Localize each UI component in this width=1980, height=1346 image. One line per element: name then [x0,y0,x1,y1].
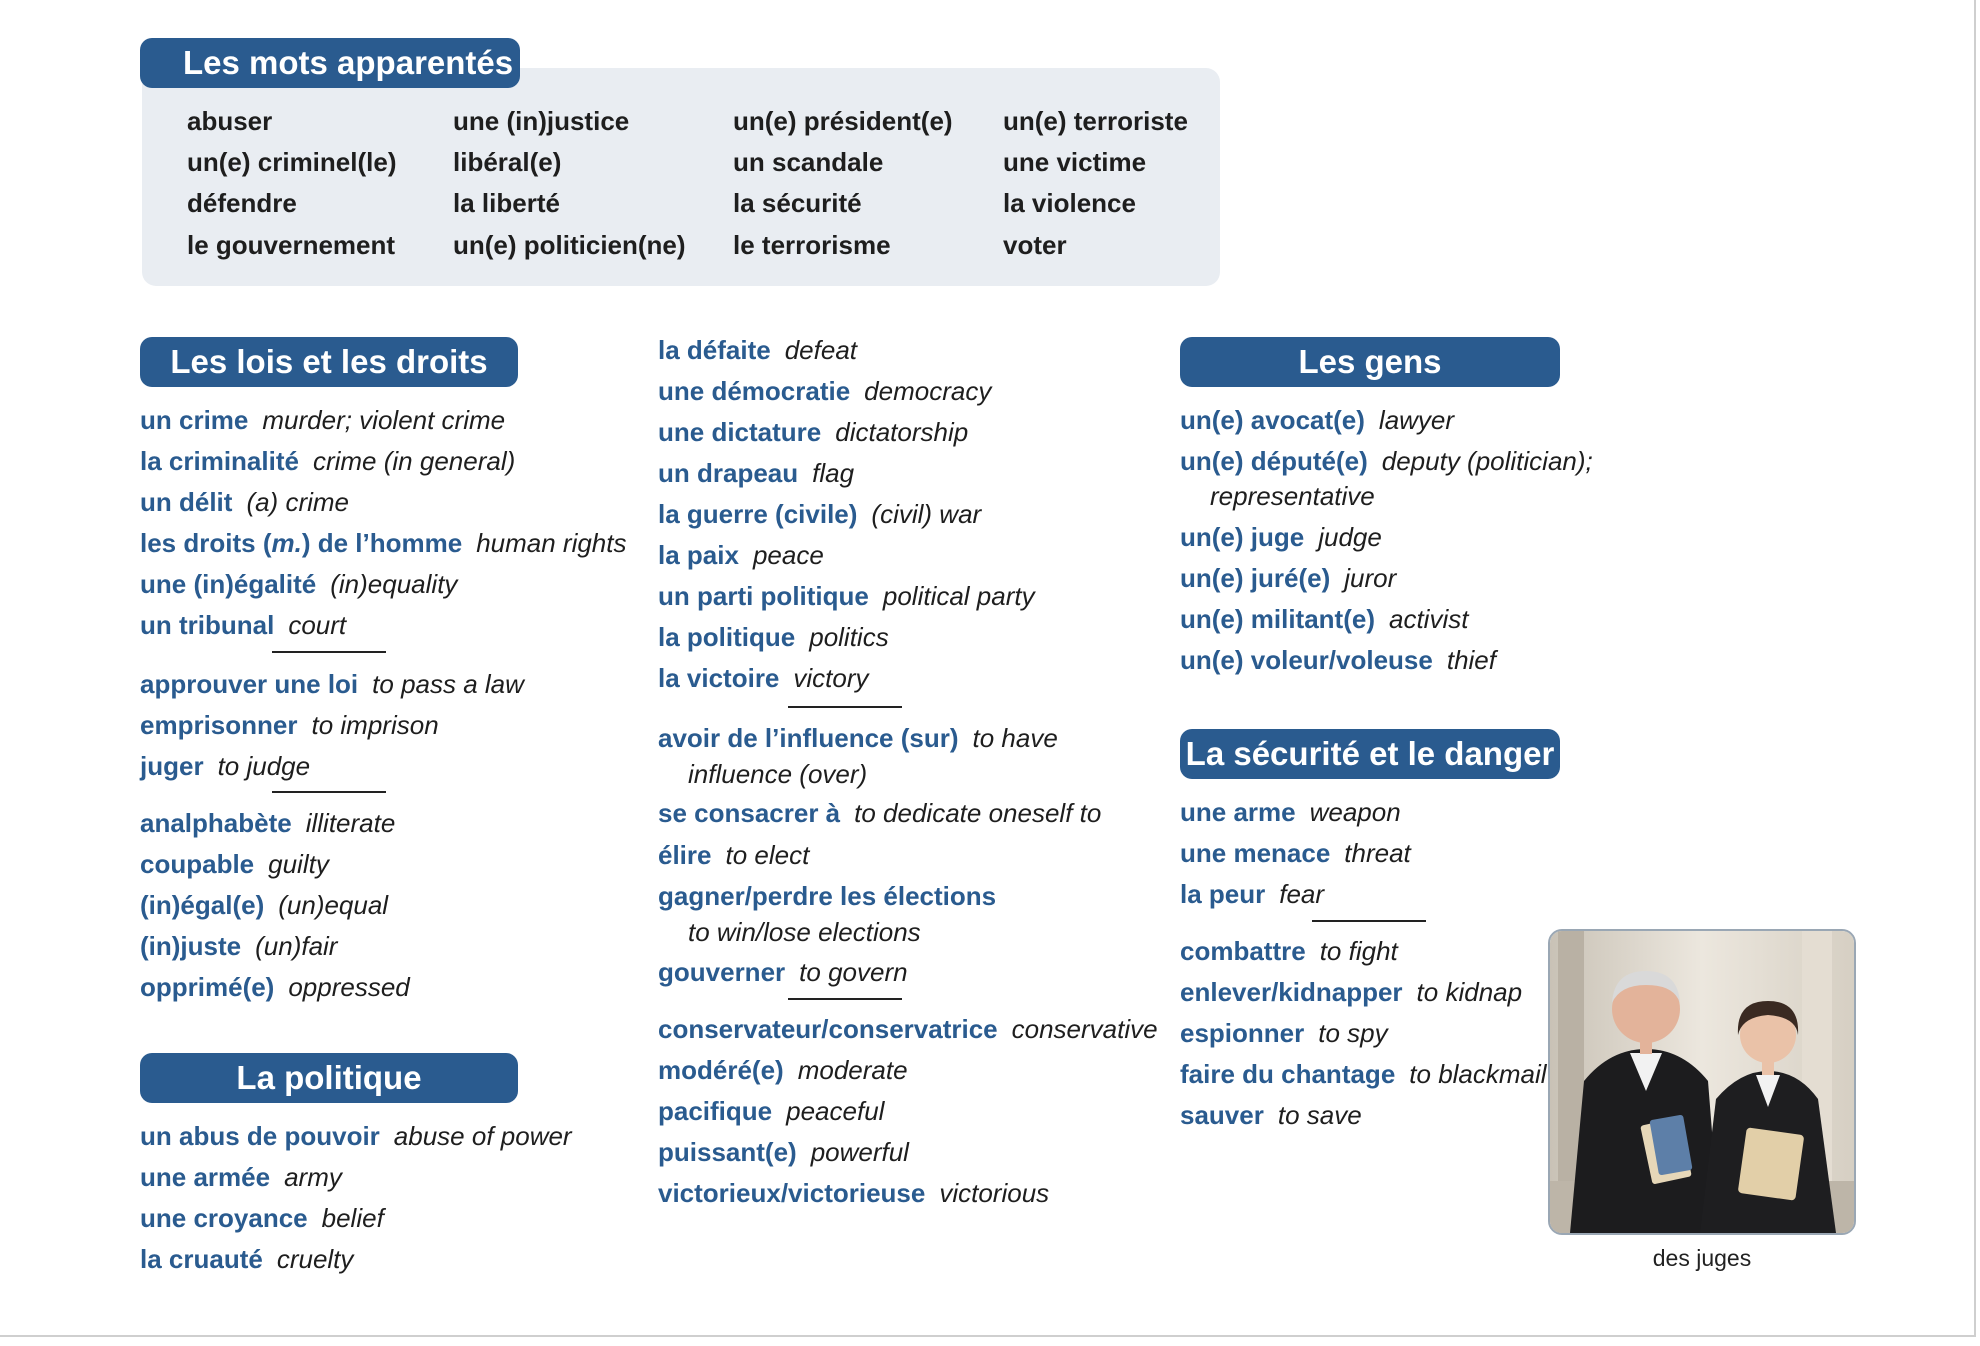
vocab-gloss-continuation: to win/lose elections [688,917,921,947]
vocab-entry: conservateur/conservatrice conservative [658,1014,1158,1044]
vocab-entry: un(e) militant(e) activist [1180,604,1469,634]
vocab-entry: un(e) juré(e) juror [1180,563,1397,593]
vocab-entry: juger to judge [140,751,311,781]
cognate-word: la liberté [453,188,560,218]
vocab-gloss-continuation: influence (over) [688,759,868,789]
vocab-entry: une menace threat [1180,838,1411,868]
vocab-gloss-continuation: representative [1210,481,1375,511]
vocab-entry: coupable guilty [140,849,329,879]
cognate-word: un(e) président(e) [733,106,953,136]
vocab-entry: (in)égal(e) (un)equal [140,890,389,920]
vocab-entry: espionner to spy [1180,1018,1388,1048]
photo-caption: des juges [1652,1245,1752,1271]
vocab-entry: la criminalité crime (in general) [140,446,516,476]
vocab-entry: combattre to fight [1180,936,1398,966]
vocab-entry: gouverner to govern [658,957,908,987]
vocab-entry: une dictature dictatorship [658,417,969,447]
section-title-cognates: Les mots apparentés [140,38,520,88]
section-title-security: La sécurité et le danger [1180,729,1560,779]
divider-line [788,998,902,1000]
vocab-entry: un drapeau flag [658,458,855,488]
vocab-entry: un(e) juge judge [1180,522,1382,552]
vocab-entry: victorieux/victorieuse victorious [658,1178,1050,1208]
cognate-word: libéral(e) [453,147,562,177]
vocab-entry: analphabète illiterate [140,808,396,838]
vocab-entry: faire du chantage to blackmail [1180,1059,1547,1089]
cognate-word: un(e) terroriste [1003,106,1188,136]
divider-line [788,706,902,708]
divider-line [1312,920,1426,922]
vocab-entry: une croyance belief [140,1203,384,1233]
section-title-laws: Les lois et les droits [140,337,518,387]
vocab-entry: un(e) voleur/voleuse thief [1180,645,1496,675]
judges-illustration [1550,931,1854,1233]
cognate-word: défendre [187,188,297,218]
divider-line [272,791,386,793]
vocab-entry: un(e) député(e) deputy (politician); [1180,446,1593,476]
vocab-entry: (in)juste (un)fair [140,931,338,961]
vocab-entry: un abus de pouvoir abuse of power [140,1121,572,1151]
vocab-entry: la peur fear [1180,879,1325,909]
cognate-word: une victime [1003,147,1147,177]
vocab-entry: un tribunal court [140,610,347,640]
vocab-entry: la victoire victory [658,663,869,693]
vocab-entry: un(e) avocat(e) lawyer [1180,405,1455,435]
vocab-entry: un crime murder; violent crime [140,405,506,435]
vocab-entry: une (in)égalité (in)equality [140,569,458,599]
section-title-people: Les gens [1180,337,1560,387]
vocab-entry: la cruauté cruelty [140,1244,354,1274]
vocab-entry: approuver une loi to pass a law [140,669,524,699]
vocab-entry: pacifique peaceful [658,1096,885,1126]
vocab-entry: sauver to save [1180,1100,1362,1130]
vocab-entry: avoir de l’influence (sur) to have [658,723,1058,753]
vocab-entry: la défaite defeat [658,335,858,365]
vocab-entry: un parti politique political party [658,581,1035,611]
vocab-entry: élire to elect [658,840,810,870]
cognate-word: un scandale [733,147,884,177]
vocab-entry: une arme weapon [1180,797,1401,827]
cognate-word: la sécurité [733,188,862,218]
vocab-entry: emprisonner to imprison [140,710,439,740]
cognate-word: le gouvernement [187,230,396,260]
vocab-entry: gagner/perdre les élections [658,881,997,911]
section-title-politics: La politique [140,1053,518,1103]
vocab-entry: une démocratie democracy [658,376,992,406]
cognate-word: une (in)justice [453,106,630,136]
cognate-word: abuser [187,106,273,136]
vocab-entry: puissant(e) powerful [658,1137,909,1167]
vocab-entry: les droits (m.) de l’homme human rights [140,528,627,558]
judges-photo [1548,929,1856,1235]
cognate-word: la violence [1003,188,1136,218]
vocab-entry: modéré(e) moderate [658,1055,908,1085]
vocab-entry: la politique politics [658,622,889,652]
cognate-word: un(e) criminel(le) [187,147,397,177]
divider-line [272,651,386,653]
vocab-entry: un délit (a) crime [140,487,349,517]
vocab-entry: enlever/kidnapper to kidnap [1180,977,1523,1007]
vocab-entry: opprimé(e) oppressed [140,972,410,1002]
vocab-entry: la paix peace [658,540,824,570]
cognate-word: le terrorisme [733,230,891,260]
vocab-entry: se consacrer à to dedicate oneself to [658,798,1102,828]
vocab-entry: la guerre (civile) (civil) war [658,499,982,529]
vocab-entry: une armée army [140,1162,342,1192]
cognate-word: voter [1003,230,1067,260]
cognate-word: un(e) politicien(ne) [453,230,686,260]
